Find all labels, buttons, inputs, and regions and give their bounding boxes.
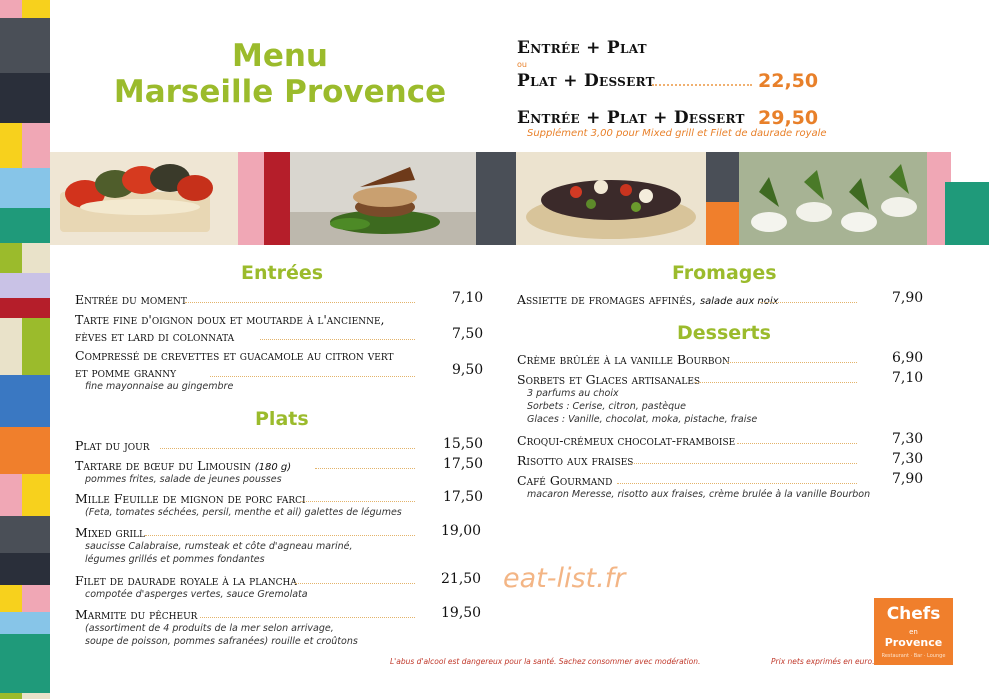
mosaic-block (0, 585, 22, 612)
leader-dots (210, 376, 415, 377)
formula-or: ou (517, 60, 527, 69)
photo-band (50, 152, 989, 245)
mosaic-block (0, 18, 50, 73)
menu-item-price: 7,90 (892, 471, 924, 487)
color-block (945, 182, 989, 245)
menu-item-weight: (180 g) (254, 462, 292, 473)
menu-item-price: 7,30 (892, 431, 924, 447)
menu-title-line2: Marseille Provence (113, 74, 447, 110)
leader-dots (727, 362, 857, 363)
leader-dots (160, 448, 415, 449)
chefs-en-provence-logo (874, 598, 953, 665)
mosaic-block (0, 634, 50, 693)
color-block (706, 202, 739, 245)
logo-line-1: Chefs (886, 604, 941, 624)
section-heading-entrees: Entrées (241, 262, 324, 284)
leader-dots (185, 302, 415, 303)
menu-item-price: 19,00 (441, 523, 482, 539)
leader-dots (200, 617, 415, 618)
mosaic-block (0, 208, 50, 243)
menu-item-name: Risotto aux fraises (517, 453, 634, 468)
mosaic-block (0, 553, 50, 585)
menu-item-name: Tartare de bœuf du Limousin (75, 458, 251, 473)
color-block (238, 152, 264, 245)
leader-dots (315, 468, 415, 469)
menu-item-name: Tarte fine d'oignon doux et moutarde à l'ancienne, (75, 312, 385, 327)
menu-item-description-cont: Sorbets : Cerise, citron, pastèque (527, 401, 687, 412)
menu-item-description-cont: soupe de poisson, pommes safranées) rouille et croûtons (85, 636, 358, 647)
menu-item-name: Plat du jour (75, 438, 150, 453)
mosaic-block (0, 123, 22, 168)
formula-price-2: 29,50 (758, 107, 819, 129)
leader-dots (695, 382, 857, 383)
logo-line-3: Provence (884, 636, 943, 649)
formula-line-2: Plat + Dessert (517, 71, 655, 91)
color-block (264, 152, 290, 245)
menu-item-name: Mixed grill (75, 525, 145, 540)
bouchees-photo (739, 152, 927, 245)
menu-item-description-cont: Glaces : Vanille, chocolat, moka, pistache, fraise (527, 414, 758, 425)
leader-dots (737, 443, 857, 444)
section-heading-desserts: Desserts (677, 322, 771, 344)
menu-item-price: 7,50 (452, 326, 484, 342)
mosaic-block (0, 273, 50, 298)
burger-photo (290, 152, 476, 245)
section-heading-fromages: Fromages (672, 262, 777, 284)
menu-item-price: 17,50 (443, 489, 484, 505)
menu-item-description-cont: légumes grillés et pommes fondantes (85, 554, 265, 565)
menu-item-price: 15,50 (443, 436, 484, 452)
menu-item-description: saucisse Calabraise, rumsteak et côte d'agneau mariné, (85, 541, 353, 552)
color-block (476, 152, 516, 245)
watermark: eat-list.fr (503, 563, 626, 594)
menu-item-name: Crème brûlée à la vanille Bourbon (517, 352, 730, 367)
footer-alcohol-notice: L'abus d'alcool est dangereux pour la santé. Sachez consommer avec modération. (390, 657, 701, 666)
menu-item-name: Café Gourmand (517, 473, 613, 488)
mosaic-block (22, 0, 50, 18)
menu-item-description: compotée d'asperges vertes, sauce Gremolata (85, 589, 308, 600)
formula-supplement: Supplément 3,00 pour Mixed grill et Filet de daurade royale (527, 128, 827, 139)
menu-item-name: Filet de daurade royale à la plancha (75, 573, 297, 588)
menu-item-name: Entrée du moment (75, 292, 187, 307)
leader-dots (260, 339, 415, 340)
leader-dots (145, 535, 415, 536)
menu-item-price: 7,90 (892, 290, 924, 306)
mosaic-block (0, 427, 50, 474)
decorative-mosaic-strip (0, 0, 50, 699)
menu-item-price: 7,10 (892, 370, 924, 386)
mosaic-block (0, 474, 22, 516)
section-heading-plats: Plats (255, 408, 309, 430)
menu-item-price: 6,90 (892, 350, 924, 366)
menu-item-name: Assiette de fromages affinés, (517, 292, 696, 307)
menu-item-price: 7,30 (892, 451, 924, 467)
footer-prices-notice: Prix nets exprimés en euro. (771, 657, 875, 666)
logo-line-2: en (909, 628, 918, 636)
menu-item-price: 9,50 (452, 362, 484, 378)
menu-item-name-cont: fèves et lard di colonnata (75, 329, 235, 344)
menu-item-name-cont: et pomme granny (75, 365, 177, 380)
menu-item-price: 7,10 (452, 290, 484, 306)
tian-legumes-photo (50, 152, 238, 245)
menu-item-name: Croqui-crémeux chocolat-framboise (517, 433, 736, 448)
mosaic-block (0, 243, 22, 273)
leader-dots (617, 483, 857, 484)
menu-item-name: Sorbets et Glaces artisanales (517, 372, 701, 387)
menu-item-description: macaron Meresse, risotto aux fraises, crème brulée à la vanille Bourbon (527, 489, 871, 500)
menu-item-price: 17,50 (443, 456, 484, 472)
mosaic-block (0, 73, 50, 123)
menu-item-description: (assortiment de 4 produits de la mer selon arrivage, (85, 623, 334, 634)
menu-item-description: fine mayonnaise au gingembre (85, 381, 234, 392)
leader-dots (295, 583, 415, 584)
leader-dots (300, 501, 415, 502)
menu-item-name: Marmite du pêcheur (75, 607, 198, 622)
mosaic-block (22, 318, 50, 375)
menu-item-price: 19,50 (441, 605, 482, 621)
mosaic-block (22, 585, 50, 612)
mosaic-block (0, 298, 50, 318)
leader-dots (760, 302, 857, 303)
menu-item-description: pommes frites, salade de jeunes pousses (85, 474, 282, 485)
mosaic-block (22, 243, 50, 273)
menu-item-name: Compressé de crevettes et guacamole au citron vert (75, 348, 394, 363)
menu-item-description: 3 parfums au choix (527, 388, 619, 399)
menu-title (110, 38, 450, 110)
mosaic-block (0, 375, 50, 427)
leader-dots (630, 463, 857, 464)
menu-item-price: 21,50 (441, 571, 482, 587)
aubergine-photo (516, 152, 706, 245)
menu-item-name: Mille Feuille de mignon de porc farci (75, 491, 306, 506)
mosaic-block (22, 123, 50, 168)
logo-tagline: Restaurant · Bar · Lounge (881, 653, 946, 659)
menu-item-description: (Feta, tomates séchées, persil, menthe et ail) galettes de légumes (85, 507, 402, 518)
menu-item-accompaniment: salade aux noix (699, 296, 779, 307)
formula-leader (652, 84, 752, 86)
mosaic-block (0, 612, 50, 634)
mosaic-block (0, 0, 22, 18)
formula-line-1: Entrée + Plat (517, 38, 647, 58)
mosaic-block (0, 168, 50, 208)
mosaic-block (22, 693, 50, 699)
formula-price-1: 22,50 (758, 70, 819, 92)
menu-title-line1: Menu (231, 38, 328, 74)
mosaic-block (0, 693, 22, 699)
mosaic-block (0, 318, 22, 375)
mosaic-block (0, 516, 50, 553)
formula-line-3: Entrée + Plat + Dessert (517, 108, 745, 128)
mosaic-block (22, 474, 50, 516)
